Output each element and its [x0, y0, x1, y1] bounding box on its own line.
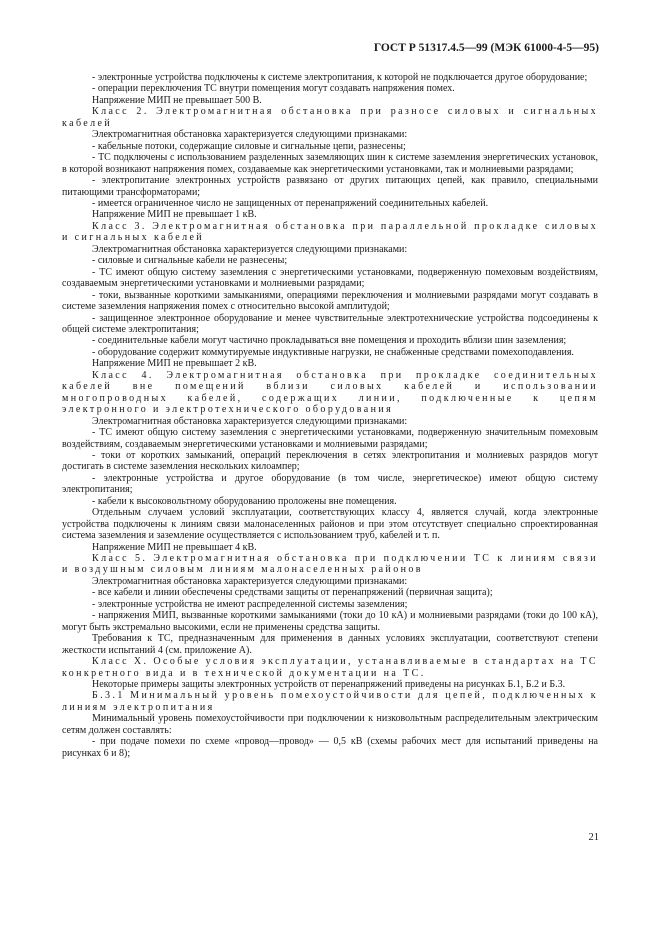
paragraph: Отдельным случаем условий эксплуатации, соответствующих классу 4, является случай, когда электронные устройства подключены к линиям связи малонаселенных районов и при этом отсутствует специально спроектированная система заземления и заземление осуществляется с использованием труб, кабелей и т. п.: [62, 507, 598, 542]
paragraph: - токи от коротких замыканий, операций переключения в сетях электропитания и молниевых разрядов могут достигать в системе заземления нескольких килоампер;: [62, 449, 598, 473]
paragraph: Напряжение МИП не превышает 1 кВ.: [92, 209, 257, 221]
paragraph: Электромагнитная обстановка характеризуется следующими признаками:: [92, 575, 408, 587]
paragraph: - электропитание электронных устройств развязано от других питающих цепей, как правило, специальными питающими трансформаторами;: [62, 175, 598, 198]
paragraph: Напряжение МИП не превышает 4 кВ.: [92, 541, 257, 553]
paragraph: Некоторые примеры защиты электронных устройств от перенапряжений приведены на рисунках Б.1, Б.2 и Б.3.: [92, 679, 566, 691]
paragraph: - электронные устройства не имеют распределенной системы заземления;: [92, 598, 408, 610]
document-header: ГОСТ Р 51317.4.5—99 (МЭК 61000-4-5—95): [373, 42, 599, 54]
paragraph: - кабели к высоковольтному оборудованию проложены вне помещения.: [92, 495, 397, 507]
paragraph: Требования к ТС, предназначенным для применения в данных условиях эксплуатации, соответствуют степени жесткости испытаний 4 (см. приложение А).: [62, 633, 598, 656]
section-heading: Класс 3. Электромагнитная обстановка при параллельной прокладке силовых и сигнальных кабелей: [62, 220, 598, 244]
paragraph: - кабельные потоки, содержащие силовые и сигнальные цепи, разнесены;: [92, 140, 406, 152]
paragraph: Электромагнитная обстановка характеризуется следующими признаками:: [92, 243, 408, 255]
paragraph: Электромагнитная обстановка характеризуется следующими признаками:: [92, 415, 408, 427]
paragraph: Электромагнитная обстановка характеризуется следующими признаками:: [92, 129, 408, 141]
paragraph: Напряжение МИП не превышает 500 В.: [92, 94, 262, 106]
document-body: [62, 72, 598, 759]
page-number: 21: [588, 832, 599, 843]
paragraph: - ТС подключены с использованием разделенных заземляющих шин к системе заземления энергетических установок, в которой возникают напряжения помех, создаваемые как энергетическими установками, так и молниевыми разрядами;: [62, 152, 598, 175]
paragraph: - ТС имеют общую систему заземления с энергетическими установками, подверженную помеховым воздействиям, создаваемым энергетическими установками и молниевыми разрядами;: [62, 266, 598, 290]
paragraph: - имеется ограниченное число не защищенных от перенапряжений соединительных кабелей.: [92, 197, 489, 209]
paragraph: - операции переключения ТС внутри помещения могут создавать напряжения помех.: [92, 83, 455, 95]
paragraph: - токи, вызванные короткими замыканиями, операциями переключения и молниевыми разрядами могут создавать в системе заземления напряжения помех с относительно высокой амплитудой;: [62, 289, 598, 313]
paragraph: Минимальный уровень помехоустойчивости при подключении к низковольтным распределительным электрическим сетям должен составлять:: [62, 713, 598, 736]
paragraph: - при подаче помехи по схеме «провод—провод» — 0,5 кВ (схемы рабочих мест для испытаний приведены на рисунках 6 и 8);: [62, 736, 598, 759]
section-heading: Класс X. Особые условия эксплуатации, устанавливаемые в стандартах на ТС конкретного вида и в технической документации на ТС.: [62, 656, 598, 679]
section-heading: Класс 5. Электромагнитная обстановка при подключении ТС к линиям связи и воздушным силовым линиям малонаселенных районов: [62, 553, 598, 576]
paragraph: - все кабели и линии обеспечены средствами защиты от перенапряжений (первичная защита);: [92, 587, 493, 599]
paragraph: - соединительные кабели могут частично прокладываться вне помещения и проходить вблизи шин заземления;: [92, 335, 567, 347]
section-heading: Б.3.1 Минимальный уровень помехоустойчивости для цепей, подключенных к линиям электропитания: [62, 690, 598, 713]
paragraph: - электронные устройства подключены к системе электропитания, к которой не подключается другое оборудование;: [92, 72, 588, 83]
paragraph: - напряжения МИП, вызванные короткими замыканиями (токи до 10 кА) и молниевыми разрядами (токи до 100 кА), могут быть экстремально высокими, если не применены средства защиты.: [62, 610, 598, 633]
paragraph: Напряжение МИП не превышает 2 кВ.: [92, 358, 257, 370]
paragraph: - ТС имеют общую систему заземления с энергетическими установками, подверженную значительным помеховым воздействиям, создаваемым энергетическими установками и молниевыми разрядами;: [62, 427, 598, 450]
section-heading: Класс 2. Электромагнитная обстановка при разносе силовых и сигнальных кабелей: [62, 106, 598, 129]
section-heading: Класс 4. Электромагнитная обстановка при прокладке соединительных кабелей вне помещений вблизи силовых кабелей и использовании многопроводных кабелей, содержащих линии, подключенные к цепям электронного и электротехнического оборудования: [62, 369, 598, 416]
paragraph: - силовые и сигнальные кабели не разнесены;: [92, 255, 288, 267]
paragraph: - защищенное электронное оборудование и менее чувствительные электротехнические устройства подсоединены к общей системе электропитания;: [62, 312, 598, 335]
paragraph: - оборудование содержит коммутируемые индуктивные нагрузки, не снабженные средствами помехоподавления.: [92, 346, 574, 358]
paragraph: - электронные устройства и другое оборудование (в том числе, энергетическое) имеют общую систему электропитания;: [62, 472, 598, 496]
